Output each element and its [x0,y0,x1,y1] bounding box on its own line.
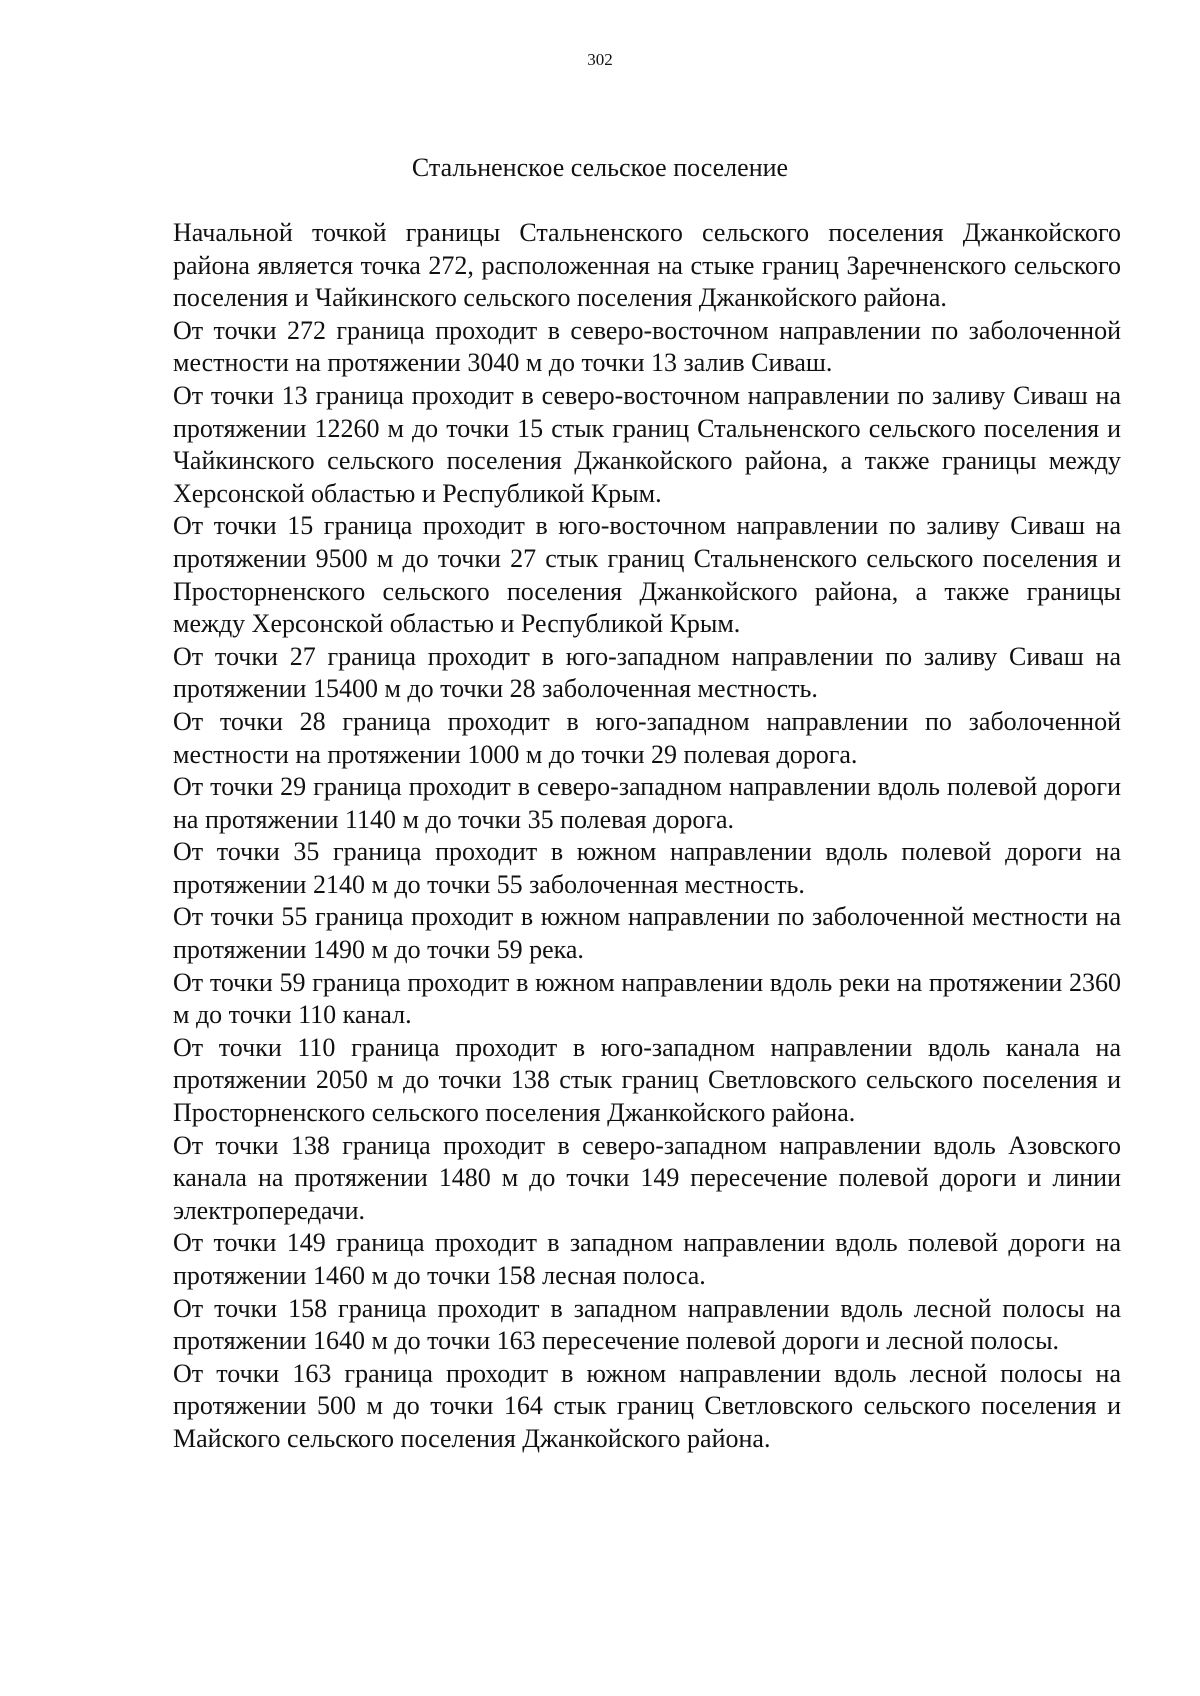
paragraph: От точки 272 граница проходит в северо-восточном направлении по заболоченной местности на протяжении 3040 м до точки 13 залив Сиваш. [173,315,1121,378]
paragraph: От точки 138 граница проходит в северо-западном направлении вдоль Азовского канала на протяжении 1480 м до точки 149 пересечение полевой дороги и линии электропередачи. [173,1130,1121,1225]
paragraph: От точки 13 граница проходит в северо-восточном направлении по заливу Сиваш на протяжении 12260 м до точки 15 стык границ Стальненского сельского поселения и Чайкинского сельского поселения Джанкойского района, а также границы между Херсонской областью и Республикой Крым. [173,380,1121,508]
paragraph: Начальной точкой границы Стальненского сельского поселения Джанкойского района является точка 272, расположенная на стыке границ Заречненского сельского поселения и Чайкинского сельского поселения Джанкойского района. [173,218,1121,313]
paragraph: От точки 27 граница проходит в юго-западном направлении по заливу Сиваш на протяжении 15400 м до точки 28 заболоченная местность. [173,641,1121,704]
paragraph: От точки 28 граница проходит в юго-западном направлении по заболоченной местности на протяжении 1000 м до точки 29 полевая дорога. [173,706,1121,769]
section-heading: Стальненское сельское поселение [411,153,789,182]
paragraph: От точки 59 граница проходит в южном направлении вдоль реки на протяжении 2360 м до точки 110 канал. [173,967,1121,1030]
page-number: 302 [587,50,613,69]
paragraph: От точки 15 граница проходит в юго-восточном направлении по заливу Сиваш на протяжении 9500 м до точки 27 стык границ Стальненского сельского поселения и Просторненского сельского поселения Джанкойского района, а также границы между Херсонской областью и Республикой Крым. [173,511,1121,639]
paragraph: От точки 35 граница проходит в южном направлении вдоль полевой дороги на протяжении 2140 м до точки 55 заболоченная местность. [173,837,1121,899]
paragraph: От точки 110 граница проходит в юго-западном направлении вдоль канала на протяжении 2050 м до точки 138 стык границ Светловского сельского поселения и Просторненского сельского поселения Джанкойского района. [173,1032,1121,1128]
paragraph: От точки 149 граница проходит в западном направлении вдоль полевой дороги на протяжении 1460 м до точки 158 лесная полоса. [173,1228,1121,1290]
document-body [173,217,1121,1456]
paragraph: От точки 55 граница проходит в южном направлении по заболоченной местности на протяжении 1490 м до точки 59 река. [173,902,1121,965]
paragraph: От точки 29 граница проходит в северо-западном направлении вдоль полевой дороги на протяжении 1140 м до точки 35 полевая дорога. [173,772,1121,834]
paragraph: От точки 158 граница проходит в западном направлении вдоль лесной полосы на протяжении 1640 м до точки 163 пересечение полевой дороги и лесной полосы. [173,1293,1121,1356]
paragraph: От точки 163 граница проходит в южном направлении вдоль лесной полосы на протяжении 500 м до точки 164 стык границ Светловского сельского поселения и Майского сельского поселения Джанкойского района. [173,1358,1121,1453]
